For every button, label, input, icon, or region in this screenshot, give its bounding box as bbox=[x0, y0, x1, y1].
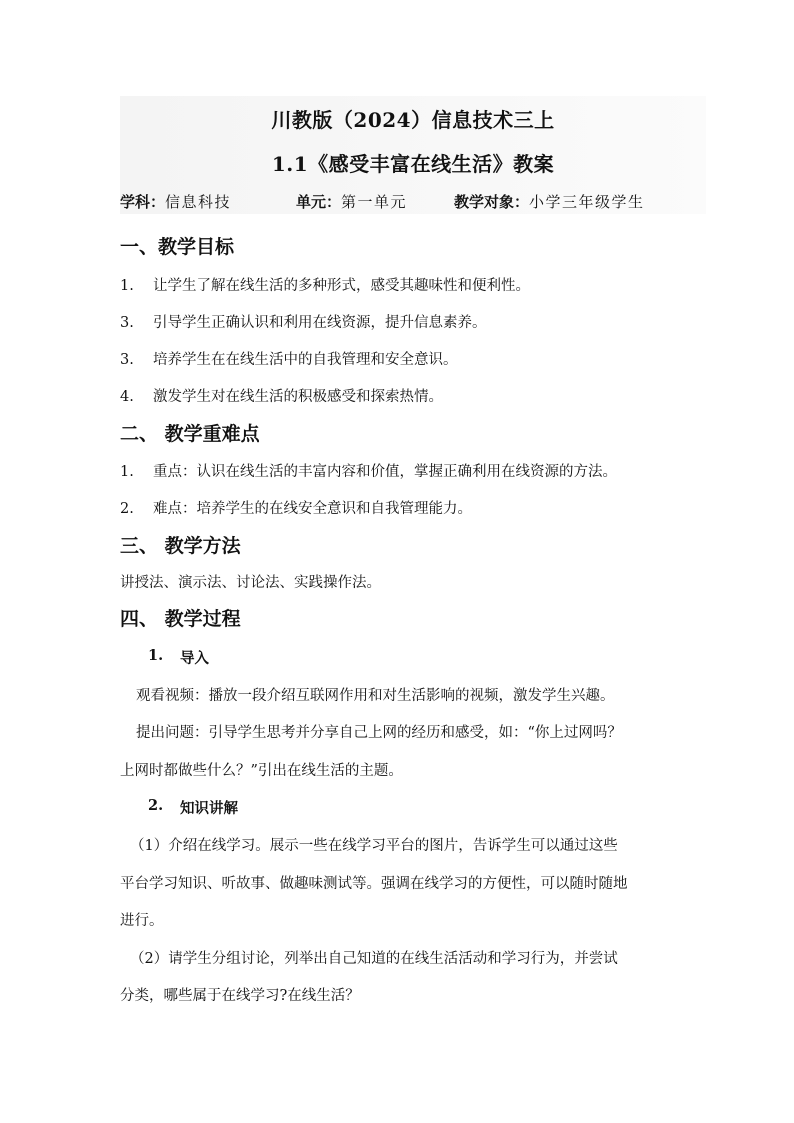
step-title-knowledge: 知识讲解 bbox=[180, 800, 238, 817]
knowledge-line: 分类，哪些属于在线学习?在线生活？ bbox=[120, 988, 360, 1004]
course-meta bbox=[120, 188, 706, 214]
section-heading-methods: 三、 教学方法 bbox=[120, 535, 241, 557]
intro-line: 提出问题：引导学生思考并分享自己上网的经历和感受，如：“你上过网吗？ bbox=[136, 725, 622, 741]
key-point-item: 1. 重点：认识在线生活的丰富内容和价值，掌握正确利用在线资源的方法。 bbox=[120, 464, 617, 480]
intro-line: 观看视频：播放一段介绍互联网作用和对生活影响的视频，激发学生兴趣。 bbox=[136, 688, 615, 704]
section-heading-key-points: 二、 教学重难点 bbox=[120, 423, 260, 445]
subject-value: 信息科技 bbox=[165, 193, 232, 211]
section-heading-objectives: 一、教学目标 bbox=[120, 236, 235, 258]
subject-label: 学科： bbox=[120, 193, 166, 211]
knowledge-line: （2）请学生分组讨论，列举出自己知道的在线生活活动和学习行为，并尝试 bbox=[130, 951, 618, 967]
key-point-item: 2. 难点：培养学生的在线安全意识和自我管理能力。 bbox=[120, 501, 472, 517]
objective-item: 4. 激发学生对在线生活的积极感受和探索热情。 bbox=[120, 389, 443, 405]
intro-line: 上网时都做些什么？”引出在线生活的主题。 bbox=[120, 763, 403, 779]
objective-item: 3. 引导学生正确认识和利用在线资源，提升信息素养。 bbox=[120, 315, 487, 331]
objective-item: 3. 培养学生在在线生活中的自我管理和安全意识。 bbox=[120, 352, 458, 368]
objective-item: 1. 让学生了解在线生活的多种形式，感受其趣味性和便利性。 bbox=[120, 278, 530, 294]
knowledge-line: 进行。 bbox=[120, 913, 164, 929]
unit-label: 单元： bbox=[296, 193, 342, 211]
document-subtitle: 1.1《感受丰富在线生活》教案 bbox=[271, 152, 555, 176]
knowledge-line: （1）介绍在线学习。展示一些在线学习平台的图片，告诉学生可以通过这些 bbox=[130, 838, 618, 854]
step-title-intro: 导入 bbox=[180, 650, 209, 667]
knowledge-line: 平台学习知识、听故事、做趣味测试等。强调在线学习的方便性，可以随时随地 bbox=[120, 876, 628, 892]
meta-audience bbox=[454, 191, 645, 212]
step-number: 2. bbox=[148, 797, 164, 814]
methods-text: 讲授法、演示法、讨论法、实践操作法。 bbox=[120, 575, 381, 591]
meta-subject bbox=[120, 191, 231, 212]
audience-value: 小学三年级学生 bbox=[529, 193, 645, 211]
meta-unit bbox=[296, 191, 407, 212]
unit-value: 第一单元 bbox=[341, 193, 408, 211]
step-number: 1. bbox=[148, 647, 164, 664]
audience-label: 教学对象： bbox=[454, 193, 530, 211]
document-title: 川教版（2024）信息技术三上 bbox=[271, 108, 555, 132]
section-heading-process: 四、 教学过程 bbox=[120, 608, 241, 630]
